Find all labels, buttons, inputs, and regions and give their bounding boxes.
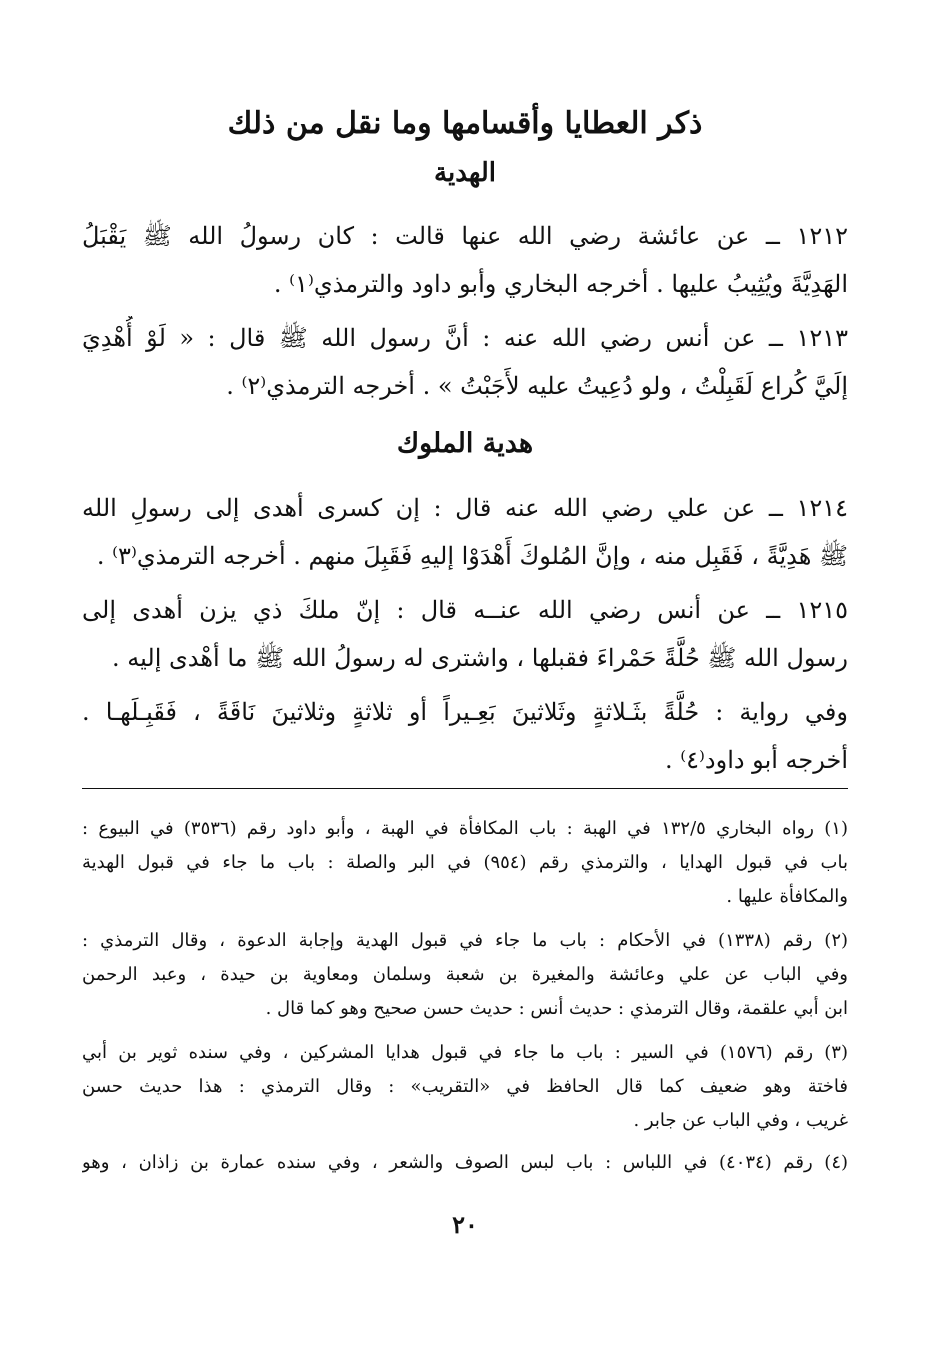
footnote-line: ابن أبي علقمة، وقال الترمذي : حديث أنس : حديث حسن صحيح وهو كما قال . — [265, 998, 848, 1019]
footnote-line: (٢) رقم (١٣٣٨) في الأحكام : باب ما جاء في قبول الهدية وإجابة الدعوة ، وقال الترمذي : — [82, 930, 848, 951]
hadith-line: رسول الله ﷺ حُلَّةً حَمْراءَ فقبلها ، واشترى له رسولُ الله ﷺ ما أهْدى إليه . — [112, 644, 848, 672]
hadith-line: ١٢١٥ ــ عن أنس رضي الله عنــه قال : إنّ ملكَ ذي يزن أهدى إلى — [82, 596, 848, 624]
footnote-line: فاختة وهو ضعيف كما قال الحافظ في «التقريب» : وقال الترمذي : هذا حديث حسن — [82, 1076, 848, 1097]
hadith-line: إلَيَّ كُراع لَقَبِلْتُ ، ولو دُعِيتُ عليه لأَجَبْتُ » . أخرجه الترمذي⁽٢⁾ . — [226, 372, 848, 400]
hadith-line: ١٢١٣ ــ عن أنس رضي الله عنه : أنَّ رسول الله ﷺ قال : « لَوْ أُهْدِيَ — [82, 324, 848, 352]
footnote-line: (٤) رقم (٤٠٣٤) في اللباس : باب لبس الصوف والشعر ، وفي سنده عمارة بن زاذان ، وهو — [82, 1152, 848, 1173]
hadith-line: ١٢١٤ ــ عن علي رضي الله عنه قال : إن كسرى أهدى إلى رسولِ الله — [82, 494, 848, 522]
footnote-line: وفي الباب عن علي وعائشة والمغيرة بن شعبة وسلمان ومعاوية بن حيدة ، وعبد الرحمن — [82, 964, 848, 985]
footnote-line: باب في قبول الهدايا ، والترمذي رقم (٩٥٤) في البر والصلة : باب ما جاء في قبول الهدية — [82, 852, 848, 873]
section-heading-kings-gift: هدية الملوك — [396, 428, 534, 459]
hadith-line: الهَدِيَّةَ ويُثِيبُ عليها . أخرجه البخاري وأبو داود والترمذي⁽١⁾ . — [273, 270, 848, 298]
hadith-line: وفي رواية : حُلَّةً بثَـلاثةٍ وثَلاثينَ بَعِـيراً أو ثلاثةٍ وثلاثينَ نَاقَةً ، فَقَبِـلَهـا . — [82, 698, 848, 726]
footnote-line: (٣) رقم (١٥٧٦) في السير : باب ما جاء في قبول هدايا المشركين ، وفي سنده ثوير بن أبي — [82, 1042, 848, 1063]
footnote-line: والمكافأة عليها . — [726, 886, 848, 907]
section-heading-gift: الهدية — [434, 158, 496, 188]
chapter-title: ذكر العطايا وأقسامها وما نقل من ذلك — [227, 106, 703, 141]
hadith-line: أخرجه أبو داود⁽٤⁾ . — [664, 746, 848, 774]
footnote-divider — [82, 788, 848, 789]
hadith-line: ١٢١٢ ــ عن عائشة رضي الله عنها قالت : كان رسولُ الله ﷺ يَقْبَلُ — [82, 222, 848, 250]
hadith-line: ﷺ هَدِيَّةً ، فَقَبِل منه ، وإنَّ المُلوكَ أَهْدَوْا إليهِ فَقَبِلَ منهم . أخرجه الترمذي⁽٣⁾ . — [96, 542, 848, 570]
footnote-line: (١) رواه البخاري ١٣٢/٥ في الهبة : باب المكافأة في الهبة ، وأبو داود رقم (٣٥٣٦) في البيوع : — [82, 818, 848, 839]
footnote-line: غريب ، وفي الباب عن جابر . — [633, 1110, 848, 1131]
page-number: ٢٠ — [452, 1210, 478, 1239]
